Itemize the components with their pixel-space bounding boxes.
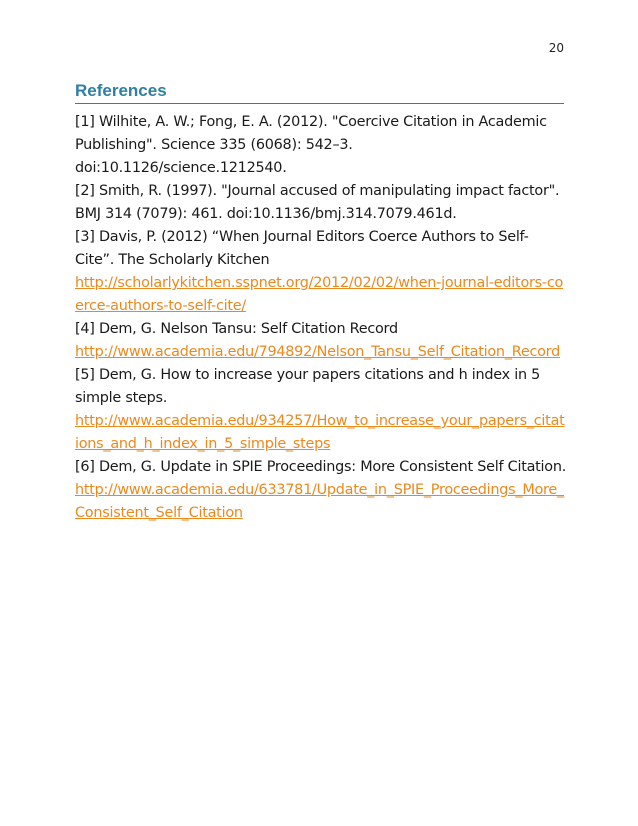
reference-6-link[interactable]: http://www.academia.edu/633781/Update_in_SPIE_Proceedings_More_Consistent_Self_Citation bbox=[75, 482, 564, 521]
reference-2: [2] Smith, R. (1997). "Journal accused of manipulating impact factor". BMJ 314 (7079): 461. doi:10.1136/bmj.314.7079.461d. bbox=[75, 183, 560, 222]
reference-5-link[interactable]: http://www.academia.edu/934257/How_to_increase_your_papers_citations_and_h_index_in_5_simple_steps bbox=[75, 413, 565, 452]
page-number: 20 bbox=[548, 41, 564, 55]
reference-3-text: [3] Davis, P. (2012) “When Journal Editors Coerce Authors to Self-Cite”. The Scholarly Kitchen bbox=[75, 229, 529, 268]
reference-5-text: [5] Dem, G. How to increase your papers citations and h index in 5 simple steps. bbox=[75, 367, 541, 406]
reference-4-link[interactable]: http://www.academia.edu/794892/Nelson_Tansu_Self_Citation_Record bbox=[75, 344, 560, 360]
reference-4-text: [4] Dem, G. Nelson Tansu: Self Citation Record bbox=[75, 321, 398, 337]
reference-6-text: [6] Dem, G. Update in SPIE Proceedings: More Consistent Self Citation. bbox=[75, 459, 567, 475]
reference-3-link[interactable]: http://scholarlykitchen.sspnet.org/2012/02/02/when-journal-editors-coerce-authors-to-self-cite/ bbox=[75, 275, 564, 314]
references-list bbox=[75, 111, 567, 525]
reference-1: [1] Wilhite, A. W.; Fong, E. A. (2012). "Coercive Citation in Academic Publishing". Science 335 (6068): 542–3. doi:10.1126/science.1212540. bbox=[75, 114, 547, 176]
references-heading: References bbox=[75, 81, 564, 104]
